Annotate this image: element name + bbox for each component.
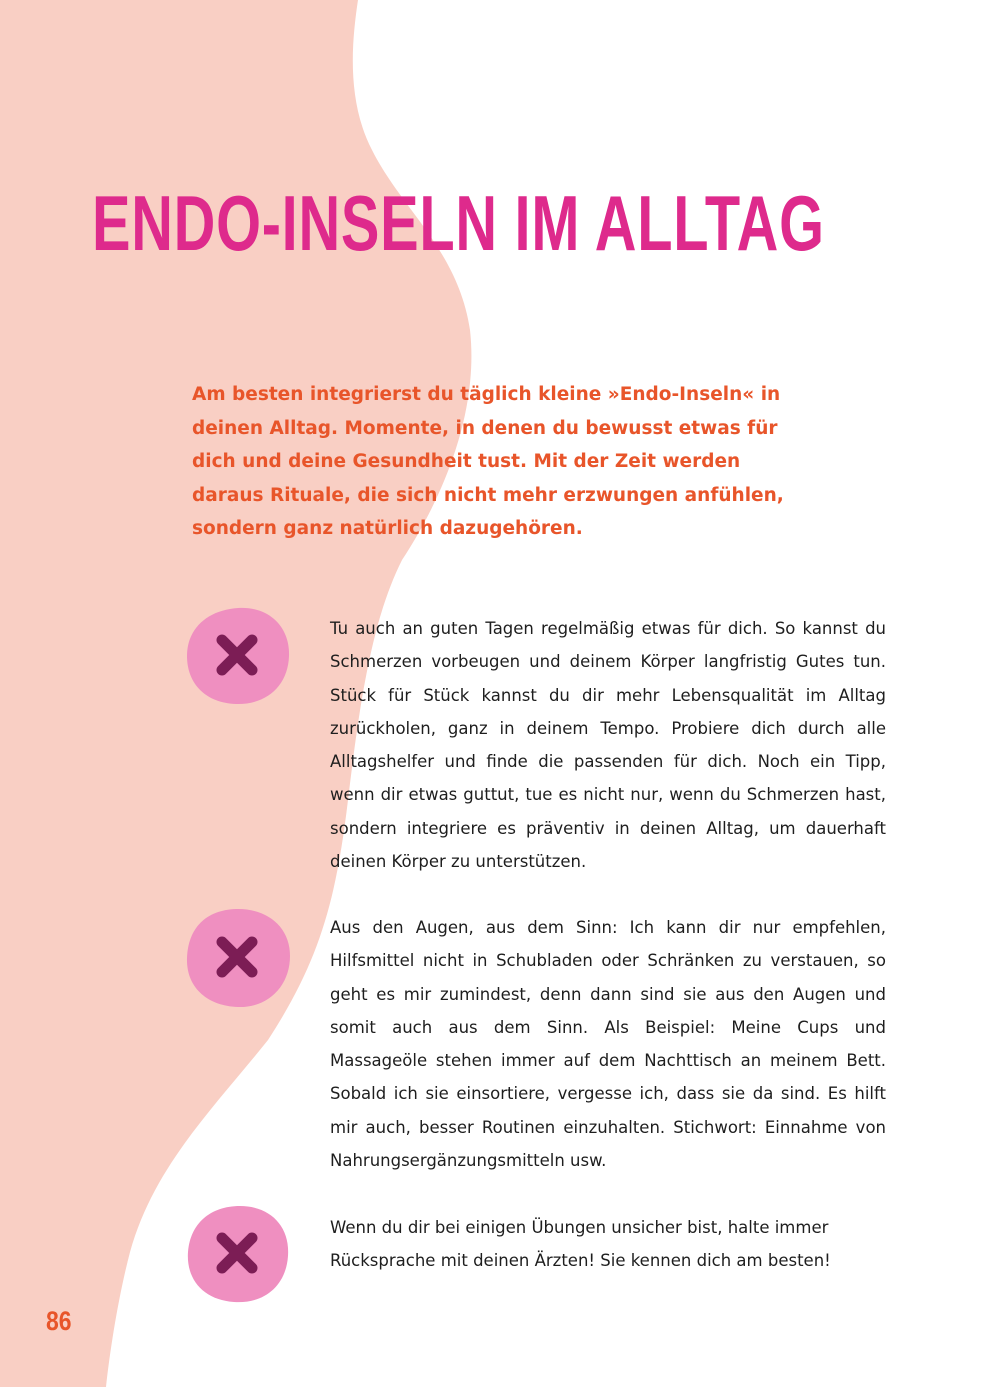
x-mark-icon [184,604,292,708]
x-mark-icon [184,1202,292,1306]
page-number: 86 [46,1306,72,1336]
tip-paragraph-3: Wenn du dir bei einigen Übungen unsicher bist, halte immer Rücksprache mit deinen Ärzten! Sie kennen dich am besten! [330,1218,831,1271]
tip-paragraph-2: Aus den Augen, aus dem Sinn: Ich kann dir nur empfehlen, Hilfsmittel nicht in Schubladen oder Schränken zu verstauen, so geht es mir zumindest, denn dann sind sie aus den Augen und somit auch aus dem Sinn. Als Beispiel: Meine Cups und Massageöle stehen immer auf dem Nachttisch an meinem Bett. Sobald ich sie einsortiere, vergesse ich, dass sie da sind. Es hilft mir auch, besser Routinen einzuhalten. Stichwort: Einnahme von Nahrungsergänzungsmitteln usw. [330,918,886,1171]
page-title: ENDO-INSELN IM ALLTAG [92,179,825,267]
x-mark-icon [184,906,292,1010]
intro-paragraph: Am besten integrierst du täglich kleine »Endo-Inseln« in deinen Alltag. Momente, in denen du bewusst etwas für dich und deine Gesundheit tust. Mit der Zeit werden daraus Rituale, die sich nicht mehr erzwungen anfühlen, sondern ganz natürlich dazugehören. [192,384,784,539]
tip-paragraph-1: Tu auch an guten Tagen regelmäßig etwas für dich. So kannst du Schmerzen vorbeugen und deinem Körper langfristig Gutes tun. Stück für Stück kannst du dir mehr Lebensqualität im Alltag zurückholen, ganz in deinem Tempo. Probiere dich durch alle Alltagshelfer und finde die passenden für dich. Noch ein Tipp, wenn dir etwas guttut, tue es nicht nur, wenn du Schmerzen hast, sondern integriere es präventiv in deinen Alltag, um dauerhaft deinen Körper zu unterstützen. [330,619,886,872]
